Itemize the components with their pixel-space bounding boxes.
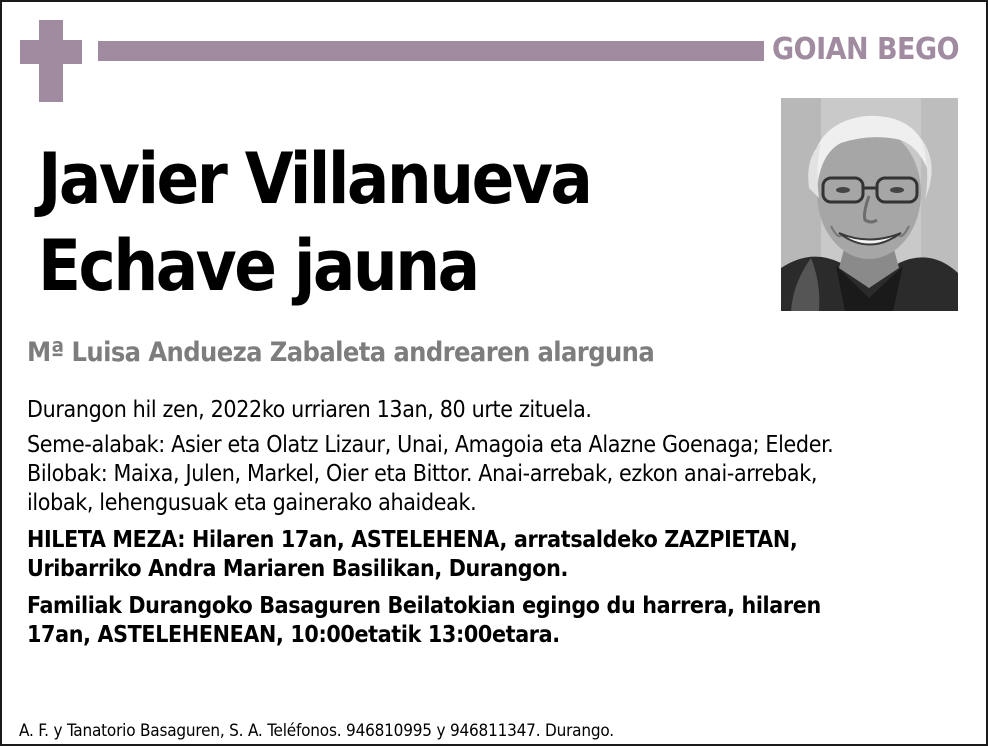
obituary-body: [27, 396, 972, 658]
family-line-1: Seme-alabak: Asier eta Olatz Lizaur, Unai, Amagoia eta Alazne Goenaga; Eleder.: [27, 432, 834, 458]
family-list: [27, 431, 972, 518]
reception-notice: [27, 592, 972, 650]
deceased-name: [38, 136, 590, 310]
family-line-3: ilobak, lehengusuak eta gainerako ahaideak.: [27, 490, 477, 516]
reception-line-1: Familiak Durangoko Basaguren Beilatokian egingo du harrera, hilaren: [27, 593, 821, 619]
family-line-2: Bilobak: Maixa, Julen, Markel, Oier eta Bittor. Anai-arrebak, ezkon anai-arrebak,: [27, 461, 818, 487]
deceased-name-line1: Javier Villanueva: [38, 138, 591, 220]
deceased-name-line2: Echave jauna: [38, 225, 478, 307]
portrait-photo: [781, 98, 958, 311]
funeral-home-footer: A. F. y Tanatorio Basaguren, S. A. Teléfonos. 946810995 y 946811347. Durango.: [19, 721, 614, 741]
header-motto: GOIAN BEGO: [772, 32, 960, 67]
funeral-line-2: Uribarriko Andra Mariaren Basilikan, Durangon.: [27, 556, 569, 582]
header-rule: [98, 41, 764, 61]
portrait-illustration: [781, 98, 958, 311]
reception-line-2: 17an, ASTELEHENEAN, 10:00etatik 13:00etara.: [27, 622, 560, 648]
death-notice: Durangon hil zen, 2022ko urriaren 13an, 80 urte zituela.: [27, 397, 592, 423]
funeral-mass: [27, 526, 972, 584]
funeral-line-1: HILETA MEZA: Hilaren 17an, ASTELEHENA, arratsaldeko ZAZPIETAN,: [27, 527, 798, 553]
spouse-line: Mª Luisa Andueza Zabaleta andrearen alarguna: [27, 337, 655, 368]
cross-icon-horizontal: [20, 40, 82, 64]
